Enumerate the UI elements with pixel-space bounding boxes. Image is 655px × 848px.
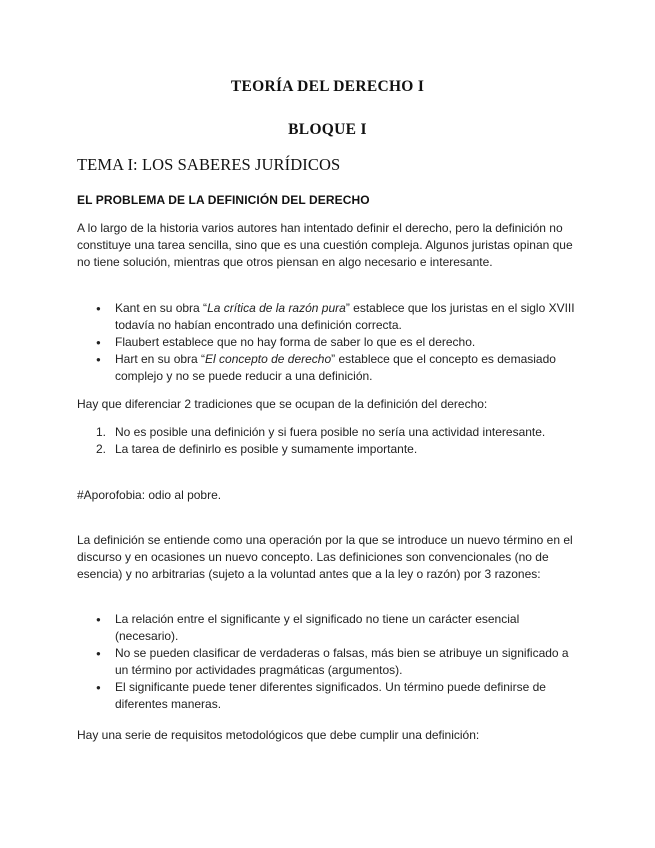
note-paragraph: #Aporofobia: odio al pobre. — [77, 488, 222, 502]
document-title: TEORÍA DEL DERECHO I — [230, 78, 425, 95]
traditions-list — [77, 424, 577, 458]
list-item — [77, 424, 577, 441]
list-item-text: Hart en su obra “ — [115, 352, 206, 366]
list-item — [77, 334, 577, 351]
traditions-paragraph: Hay que diferenciar 2 tradiciones que se ocupan de la definición del derecho: — [77, 397, 488, 411]
list-item-text: ” establece que el concepto es demasiado complejo y no se puede reducir a una definición. — [115, 352, 556, 383]
section-heading: EL PROBLEMA DE LA DEFINICIÓN DEL DERECHO — [77, 193, 370, 207]
list-item — [77, 300, 577, 334]
requirements-paragraph: Hay una serie de requisitos metodológicos que debe cumplir una definición: — [77, 728, 480, 742]
topic-heading: TEMA I: LOS SABERES JURÍDICOS — [77, 155, 341, 174]
list-number: 2. — [96, 442, 107, 456]
list-item-text: Flaubert establece que no hay forma de saber lo que es el derecho. — [115, 335, 476, 349]
list-item: ● El significante puede tener diferentes significados. Un término puede definirse de diferentes maneras. — [77, 679, 577, 713]
list-item — [77, 351, 577, 385]
list-item-text: Kant en su obra “ — [115, 301, 208, 315]
definition-paragraph: La definición se entiende como una operación por la que se introduce un nuevo término en el discurso y en ocasiones un nuevo concepto. Las definiciones son convencionales (no de esencia) y no arbitrarias (sujeto a la voluntad antes que a la ley o razón) por 3 razones: — [77, 533, 573, 581]
authors-list — [77, 300, 577, 385]
list-item: ● No se pueden clasificar de verdaderas o falsas, más bien se atribuye un significado a un término por actividades pragmáticas (argumentos). — [77, 645, 577, 679]
intro-paragraph: A lo largo de la historia varios autores han intentado definir el derecho, pero la definición no constituye una tarea sencilla, sino que es una cuestión compleja. Algunos juristas opinan que no tiene solución, mientras que otros piensan en algo necesario e interesante. — [77, 221, 573, 269]
list-number: 1. — [96, 425, 107, 439]
list-item: ● La relación entre el significante y el significado no tiene un carácter esencial (necesario). — [77, 611, 577, 645]
list-item-text: ” establece que los juristas en el siglo XVIII todavía no habían encontrado una definición correcta. — [115, 301, 575, 332]
reasons-list — [77, 611, 577, 713]
list-item-text: La tarea de definirlo es posible y sumamente importante. — [115, 442, 418, 456]
book-title: La crítica de la razón pura — [207, 301, 346, 315]
list-item — [77, 441, 577, 458]
block-heading: BLOQUE I — [288, 121, 367, 138]
list-item-text: No es posible una definición y si fuera posible no sería una actividad interesante. — [115, 425, 546, 439]
book-title: El concepto de derecho — [205, 352, 332, 366]
